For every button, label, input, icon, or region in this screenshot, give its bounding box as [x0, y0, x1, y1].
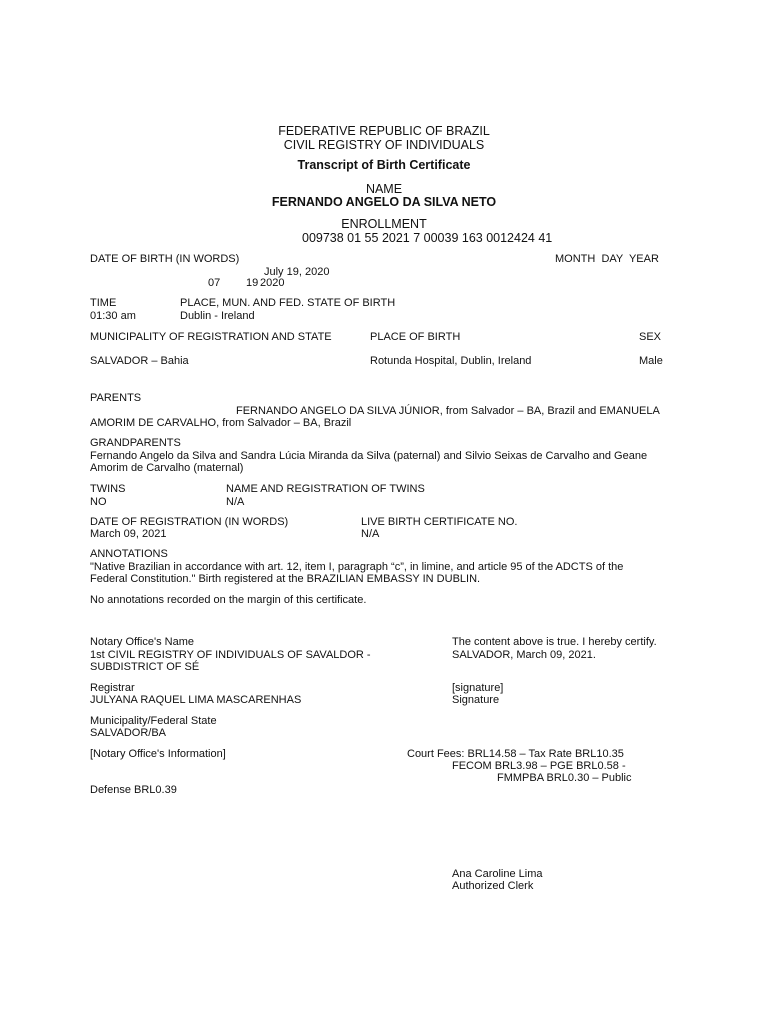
- municipality-state-label: Municipality/Federal State: [90, 715, 217, 727]
- parents-line-1: FERNANDO ANGELO DA SILVA JÚNIOR, from Salvador – BA, Brazil and EMANUELA: [236, 405, 660, 417]
- name-label: NAME: [365, 182, 403, 196]
- notary-office-info: [Notary Office's Information]: [90, 748, 226, 760]
- registrar-name: JULYANA RAQUEL LIMA MASCARENHAS: [90, 694, 302, 706]
- birth-month: 07: [208, 277, 221, 289]
- municipality-registration-value: SALVADOR – Bahia: [90, 355, 189, 367]
- place-of-birth-state-value: Dublin - Ireland: [180, 310, 255, 322]
- margin-annotation-note: No annotations recorded on the margin of this certificate.: [90, 594, 367, 606]
- notary-office-label: Notary Office's Name: [90, 636, 194, 648]
- place-of-birth-state-label: PLACE, MUN. AND FED. STATE OF BIRTH: [180, 297, 396, 309]
- clerk-title: Authorized Clerk: [452, 880, 534, 892]
- live-birth-certificate-label: LIVE BIRTH CERTIFICATE NO.: [361, 516, 518, 528]
- court-fees-line-4: Defense BRL0.39: [90, 784, 177, 796]
- time-label: TIME: [90, 297, 117, 309]
- twins-label: TWINS: [90, 483, 126, 495]
- document-title: Transcript of Birth Certificate: [297, 158, 471, 172]
- registration-date-value: March 09, 2021: [90, 528, 167, 540]
- annotations-line-2: Federal Constitution." Birth registered at the BRAZILIAN EMBASSY IN DUBLIN.: [90, 573, 481, 585]
- certification-line-1: The content above is true. I hereby certify.: [452, 636, 657, 648]
- sex-label: SEX: [639, 331, 662, 343]
- notary-office-line-2: SUBDISTRICT OF SÉ: [90, 661, 200, 673]
- notary-office-line-1: 1st CIVIL REGISTRY OF INDIVIDUALS OF SAVALDOR -: [90, 649, 371, 661]
- court-fees-line-3: FMMPBA BRL0.30 – Public: [497, 772, 632, 784]
- parents-line-2: AMORIM DE CARVALHO, from Salvador – BA, Brazil: [90, 417, 352, 429]
- registry-heading: CIVIL REGISTRY OF INDIVIDUALS: [283, 138, 485, 152]
- enrollment-value: 009738 01 55 2021 7 00039 163 0012424 41: [302, 231, 553, 245]
- twins-name-label: NAME AND REGISTRATION OF TWINS: [226, 483, 425, 495]
- month-day-year-label: MONTH DAY YEAR: [555, 253, 659, 265]
- birth-day: 19: [246, 277, 259, 289]
- time-value: 01:30 am: [90, 310, 136, 322]
- court-fees-line-1: Court Fees: BRL14.58 – Tax Rate BRL10.35: [407, 748, 624, 760]
- registration-date-label: DATE OF REGISTRATION (IN WORDS): [90, 516, 289, 528]
- live-birth-certificate-value: N/A: [361, 528, 380, 540]
- country-heading: FEDERATIVE REPUBLIC OF BRAZIL: [278, 124, 490, 138]
- name-value: FERNANDO ANGELO DA SILVA NETO: [271, 195, 497, 209]
- signature-label: Signature: [452, 694, 500, 706]
- twins-name-value: N/A: [226, 496, 245, 508]
- annotations-line-1: "Native Brazilian in accordance with art. 12, item I, paragraph “c”, in limine, and article 95 of the ADCTS of the: [90, 561, 624, 573]
- certification-line-2: SALVADOR, March 09, 2021.: [452, 649, 596, 661]
- signature-placeholder: [signature]: [452, 682, 504, 694]
- twins-value: NO: [90, 496, 107, 508]
- place-of-birth-value: Rotunda Hospital, Dublin, Ireland: [370, 355, 532, 367]
- birth-year: 2020: [260, 277, 285, 289]
- registrar-label: Registrar: [90, 682, 135, 694]
- annotations-label: ANNOTATIONS: [90, 548, 168, 560]
- sex-value: Male: [639, 355, 663, 367]
- grandparents-line-1: Fernando Angelo da Silva and Sandra Lúcia Miranda da Silva (paternal) and Silvio Seixas de Carvalho and Geane: [90, 450, 648, 462]
- grandparents-line-2: Amorim de Carvalho (maternal): [90, 462, 244, 474]
- court-fees-line-2: FECOM BRL3.98 – PGE BRL0.58 -: [452, 760, 626, 772]
- birth-date-label: DATE OF BIRTH (IN WORDS): [90, 253, 240, 265]
- birth-date-words: July 19, 2020: [264, 266, 330, 278]
- grandparents-label: GRANDPARENTS: [90, 437, 181, 449]
- municipality-registration-label: MUNICIPALITY OF REGISTRATION AND STATE: [90, 331, 332, 343]
- clerk-name: Ana Caroline Lima: [452, 868, 543, 880]
- enrollment-label: ENROLLMENT: [341, 217, 427, 231]
- place-of-birth-label: PLACE OF BIRTH: [370, 331, 461, 343]
- parents-label: PARENTS: [90, 392, 142, 404]
- municipality-state-value: SALVADOR/BA: [90, 727, 167, 739]
